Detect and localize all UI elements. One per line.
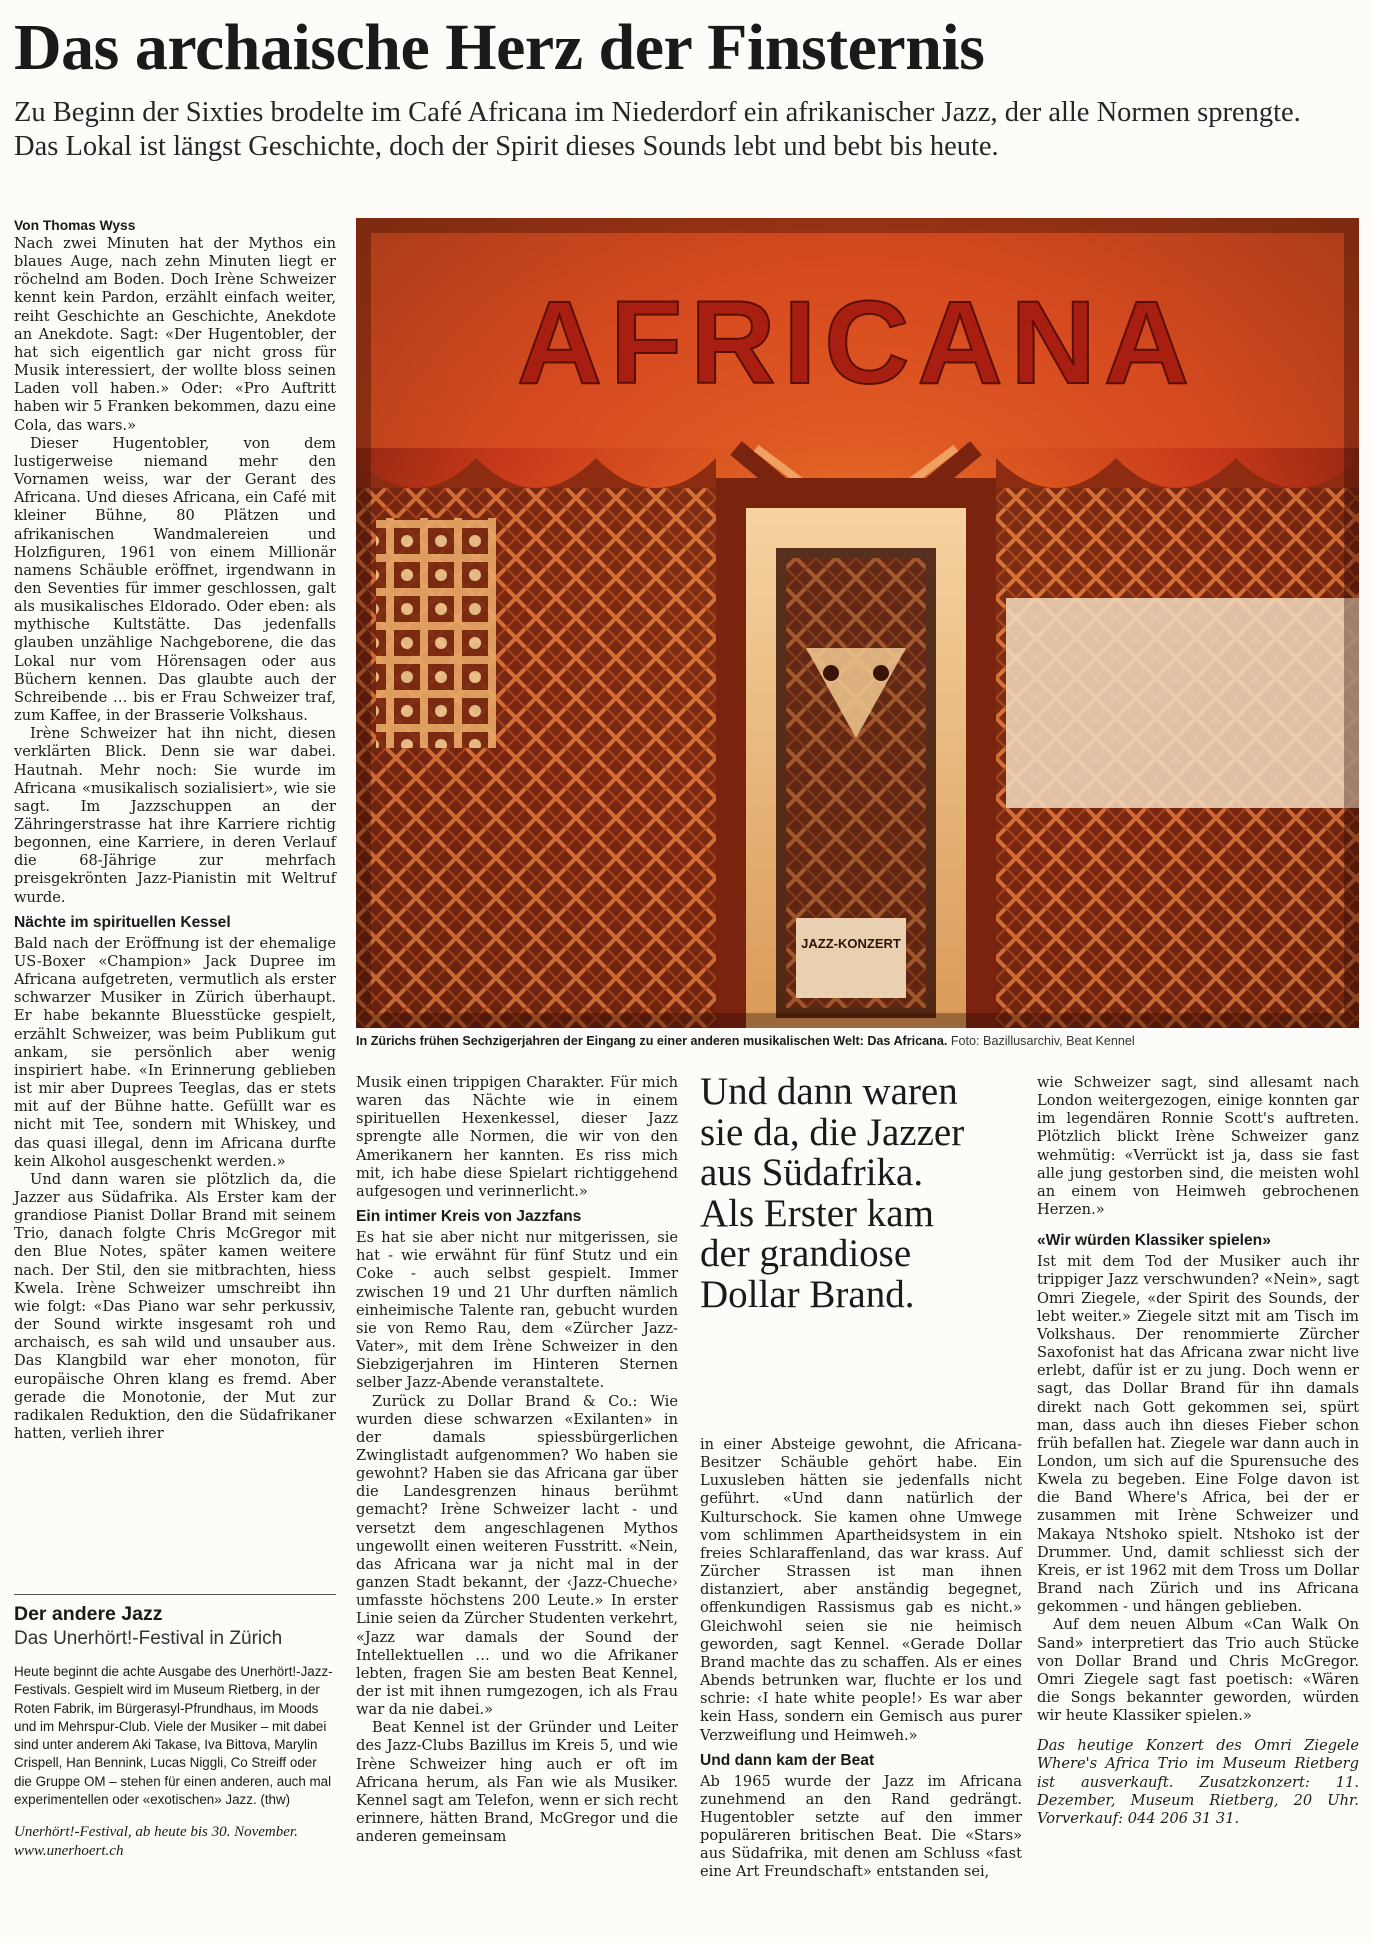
paragraph: Bald nach der Eröffnung ist der ehemalige US-Boxer «Champion» Jack Dupree im Africana aufgetreten, vermutlich als erster schwarzer Musiker in Zürich überhaupt. Er habe bekannte Bluesstücke gespielt, erzählt Schweizer, was beim Publikum gut ankam, sie persönlich aber wenig inspiriert habe. «In Erinnerung geblieben ist mir aber Duprees Teeglas, das er stets mit auf der Bühne hatte. Gefüllt war es nicht mit Tee, sondern mit Whiskey, und das quasi illegal, denn im Africana durfte kein Alkohol ausgeschenkt werden.»: [14, 934, 336, 1170]
subheading: Und dann kam der Beat: [700, 1751, 875, 1769]
africana-sign: AFRICANA: [516, 277, 1198, 409]
column-3: [700, 1436, 1022, 1882]
paragraph: Ist mit dem Tod der Musiker auch ihr trippiger Jazz verschwunden? «Nein», sagt Omri Ziegele, «der Spirit des Sounds, der lebt weiter.» Ziegele sitzt mit am Tisch im Volkshaus. Der renommierte Zürcher Saxofonist hat das Africana zwar nicht live erlebt, dafür ist er zu jung. Doch wenn er sagt, das Dollar Brand für ihn damals direkt nach Gott gekommen sei, spürt man, dass auch ihn dieses Fieber schon früh befallen hat. Ziegele war dann auch in London, um sich auf die Spurensuche des Kwela zu begeben. Eine Folge davon ist die Band Where's Africa, bei der er zusammen mit Irène Schweizer und Makaya Ntshoko spielt. Ntshoko ist der Drummer. Und, damit schliesst sich der Kreis, er ist 1962 mit dem Tross um Dollar Brand nach Zürich und ins Africana gekommen - und hängen geblieben.: [1037, 1253, 1359, 1616]
box-rule: [14, 1594, 336, 1595]
headline: Das archaische Herz der Finsternis: [14, 11, 985, 84]
column-4: [1037, 1074, 1359, 1828]
paragraph: Auf dem neuen Album «Can Walk On Sand» interpretiert das Trio auch Stücke von Dollar Brand und Chris McGregor. Omri Ziegele sagt fast poetisch: «Wären die Songs bekannter geworden, würden wir heute Klassiker spielen.»: [1037, 1616, 1359, 1725]
paragraph: Nach zwei Minuten hat der Mythos ein blaues Auge, nach zehn Minuten liegt er röchelnd am Boden. Doch Irène Schweizer kennt kein Pardon, erzählt einfach weiter, reiht Geschichte an Geschichte, Anekdote an Anekdote. Sagt: «Der Hugentobler, der hat sich eigentlich gar nicht gross für Musik interessiert, der wollte bloss seinen Laden voll haben.» Oder: «Pro Auftritt haben wir 5 Franken bekommen, dazu eine Cola, das wars.»: [14, 235, 336, 434]
pull-quote: [700, 1072, 1000, 1315]
paragraph: Es hat sie aber nicht nur mitgerissen, sie hat - wie erwähnt für fünf Stutz und ein Coke - auch selbst gespielt. Immer zwischen 19 und 21 Uhr durften nämlich einheimische Talente ran, gebucht wurden sie von Remo Rau, dem «Zürcher Jazz-Vater», mit dem Irène Schweizer in den Siebzigerjahren im Hinteren Sternen selber Jazz-Abende veranstaltete.: [356, 1229, 678, 1392]
deck-line-2: Das Lokal ist längst Geschichte, doch der Spirit dieses Sounds lebt und bebt bis heute.: [14, 131, 999, 162]
box-subtitle: Das Unerhört!-Festival in Zürich: [14, 1628, 283, 1649]
poster-text: JAZZ-KONZERT: [801, 936, 901, 951]
paragraph: Dieser Hugentobler, von dem lustigerweise niemand mehr den Vornamen weiss, war der Gerant des Africana. Und dieses Africana, ein Café mit kleiner Bühne, 80 Plätzen und afrikanischen Wandmalereien und Holzfiguren, 1961 von einem Millionär namens Schäuble eröffnet, irgendwann in den Seventies für immer geschlossen, galt als musikalisches Eldorado. Oder eben: als mythische Kultstätte. Das jedenfalls glauben unzählige Nachgeborene, die das Lokal nur vom Hörensagen oder aus Büchern kennen. Das glaubte auch der Schreibende … bis er Frau Schweizer traf, zum Kaffee, in der Brasserie Volkshaus.: [14, 434, 336, 725]
deck-line-1: Zu Beginn der Sixties brodelte im Café Africana im Niederdorf ein afrikanischer Jazz, der alle Normen sprengte.: [14, 97, 1301, 128]
paragraph: Musik einen trippigen Charakter. Für mich waren das Nächte wie in einem spirituellen Hexenkessel, dieser Jazz sprengte alle Normen, die wir von den Amerikanern her kannten. Es riss mich mit, ich habe diese Spielart richtiggehend aufgesogen und verinnerlicht.»: [356, 1074, 678, 1200]
info-box: [14, 1594, 336, 1860]
pull-quote-line: Als Erster kam: [700, 1191, 934, 1235]
paragraph: Beat Kennel ist der Gründer und Leiter des Jazz-Clubs Bazillus im Kreis 5, und wie Irène Schweizer hing auch er oft im Africana herum, als Fan wie als Musiker. Kennel sagt am Telefon, wenn er sich recht erinnere, hätten Brand, McGregor und die anderen gemeinsam: [356, 1719, 678, 1846]
concert-info: Das heutige Konzert des Omri Ziegele Where's Africa Trio im Museum Rietberg ist ausverkauft. Zusatzkonzert: 11. Dezember, Museum Rietberg, 20 Uhr. Vorverkauf: 044 206 31 31.: [1037, 1737, 1359, 1827]
paragraph: in einer Absteige gewohnt, die Africana-Besitzer Schäuble gehört habe. Ein Luxusleben hätten sie jedenfalls nicht geführt. «Und dann natürlich der Kulturschock. Sie kamen ohne Umwege vom schlimmen Apartheidsystem in ein freies Schlaraffenland, das war krass. Auf Zürcher Strassen ist man ihnen distanziert, aber anständig begegnet, offenkundigen Rassismus gab es nicht.» Gleichwohl seien sie nie heimisch geworden, sagt Kennel. «Gerade Dollar Brand machte das zu schaffen. Als er eines Abends betrunken war, fluchte er los und schrie: ‹I hate white people!› Es war aber kein Hass, sondern ein Gemisch aus purer Verzweiflung und Heimweh.»: [700, 1436, 1022, 1744]
box-title: Der andere Jazz: [14, 1603, 163, 1625]
box-footer: Unerhört!-Festival, ab heute bis 30. November. www.unerhoert.ch: [14, 1824, 298, 1859]
paragraph: wie Schweizer sagt, sind allesamt nach London weitergezogen, einige konnten gar im legendären Ronnie Scott's auftreten. Plötzlich blickt Irène Schweizer ganz wehmütig: «Verrückt ist ja, dass sie fast alle jung gestorben sind, die meisten wohl an einem von Heimweh gebrochenen Herzen.»: [1037, 1074, 1359, 1219]
pull-quote-line: Dollar Brand.: [700, 1272, 915, 1316]
subheading: Ein intimer Kreis von Jazzfans: [356, 1208, 582, 1226]
paragraph: Irène Schweizer hat ihn nicht, diesen verklärten Blick. Denn sie war dabei. Hautnah. Mehr noch: Sie wurde im Africana «musikalisch sozialisiert», wie sie sagt. Im Jazzschuppen an der Zähringerstrasse hat ihre Karriere richtig begonnen, eine Karriere, in deren Verlauf die 68-Jährige zur mehrfach preisgekrönten Jazz-Pianistin mit Weltruf wurde.: [14, 725, 336, 906]
caption-text: In Zürichs frühen Sechzigerjahren der Eingang zu einer anderen musikalischen Welt: Das Africana.: [356, 1034, 948, 1048]
photo-credit: Foto: Bazillusarchiv, Beat Kennel: [950, 1034, 1135, 1048]
africana-photo: [356, 218, 1359, 1028]
paragraph: Ab 1965 wurde der Jazz im Africana zunehmend an den Rand gedrängt. Hugentobler setzte auf den immer populäreren britischen Beat. Die «Stars» aus Südafrika, mit denen am Schluss «fast eine Art Freundschaft» entstanden sei,: [700, 1772, 1022, 1881]
pull-quote-line: aus Südafrika.: [700, 1151, 924, 1194]
pull-quote-line: sie da, die Jazzer: [700, 1110, 965, 1154]
column-2: [356, 1074, 678, 1846]
box-body: Heute beginnt die achte Ausgabe des Unerhört!-Jazz-Festivals. Gespielt wird im Museum Rietberg, in der Roten Fabrik, im Bürgerasyl-Pfrundhaus, im Moods und im Mehrspur-Club. Viele der Musiker – mit dabei sind unter anderem Aki Takase, Iva Bittova, Marylin Crispell, Han Bennink, Lucas Niggli, Co Streiff oder die Gruppe OM – stehen für einen anderen, auch mal experimentellen oder «exotischen» Jazz. (thw): [14, 1664, 333, 1808]
photo-caption: [356, 1033, 1359, 1049]
subheading: Nächte im spirituellen Kessel: [14, 913, 231, 931]
deck: [14, 96, 1359, 164]
column-1: [14, 217, 336, 1443]
paragraph: Und dann waren sie plötzlich da, die Jazzer aus Südafrika. Als Erster kam der grandiose Pianist Dollar Brand mit seinem Trio, danach folgte Chris McGregor mit den Blue Notes, später kamen weitere nach. Der Stil, den sie mitbrachten, hiess Kwela. Irène Schweizer umschreibt ihn wie folgt: «Das Piano war sehr perkussiv, der Sound wirkte insgesamt roh und archaisch, es sah wild und unsauber aus. Das Klangbild war eher monoton, für europäische Ohren klang es fremd. Aber gerade die Monotonie, der Mut zur radikalen Reduktion, den die Südafrikaner hatten, verlieh ihrer: [14, 1170, 336, 1442]
subheading: «Wir würden Klassiker spielen»: [1037, 1232, 1271, 1250]
pull-quote-line: der grandiose: [700, 1232, 912, 1275]
author-byline: Von Thomas Wyss: [14, 218, 136, 233]
paragraph: Zurück zu Dollar Brand & Co.: Wie wurden diese schwarzen «Exilanten» in der damals spiessbürgerlichen Zwinglistadt aufgenommen? Wo haben sie gewohnt? Haben sie das Africana gar über die Landesgrenzen hinaus berühmt gemacht? Irène Schweizer lacht - und versetzt dem angeschlagenen Mythos ungewollt einen weiteren Fusstritt. «Nein, das Africana war ja nicht mal in der ganzen Stadt bekannt, der ‹Jazz-Chueche› umfasste höchstens 200 Leute.» In erster Linie seien da Zürcher Studenten verkehrt, «Jazz war damals der Sound der Intellektuellen … und wo die Afrikaner lebten, fragen Sie am besten Beat Kennel, der ist mit ihnen rumgezogen, ich als Frau war da nie dabei.»: [356, 1392, 678, 1719]
pull-quote-line: Und dann waren: [700, 1070, 958, 1113]
